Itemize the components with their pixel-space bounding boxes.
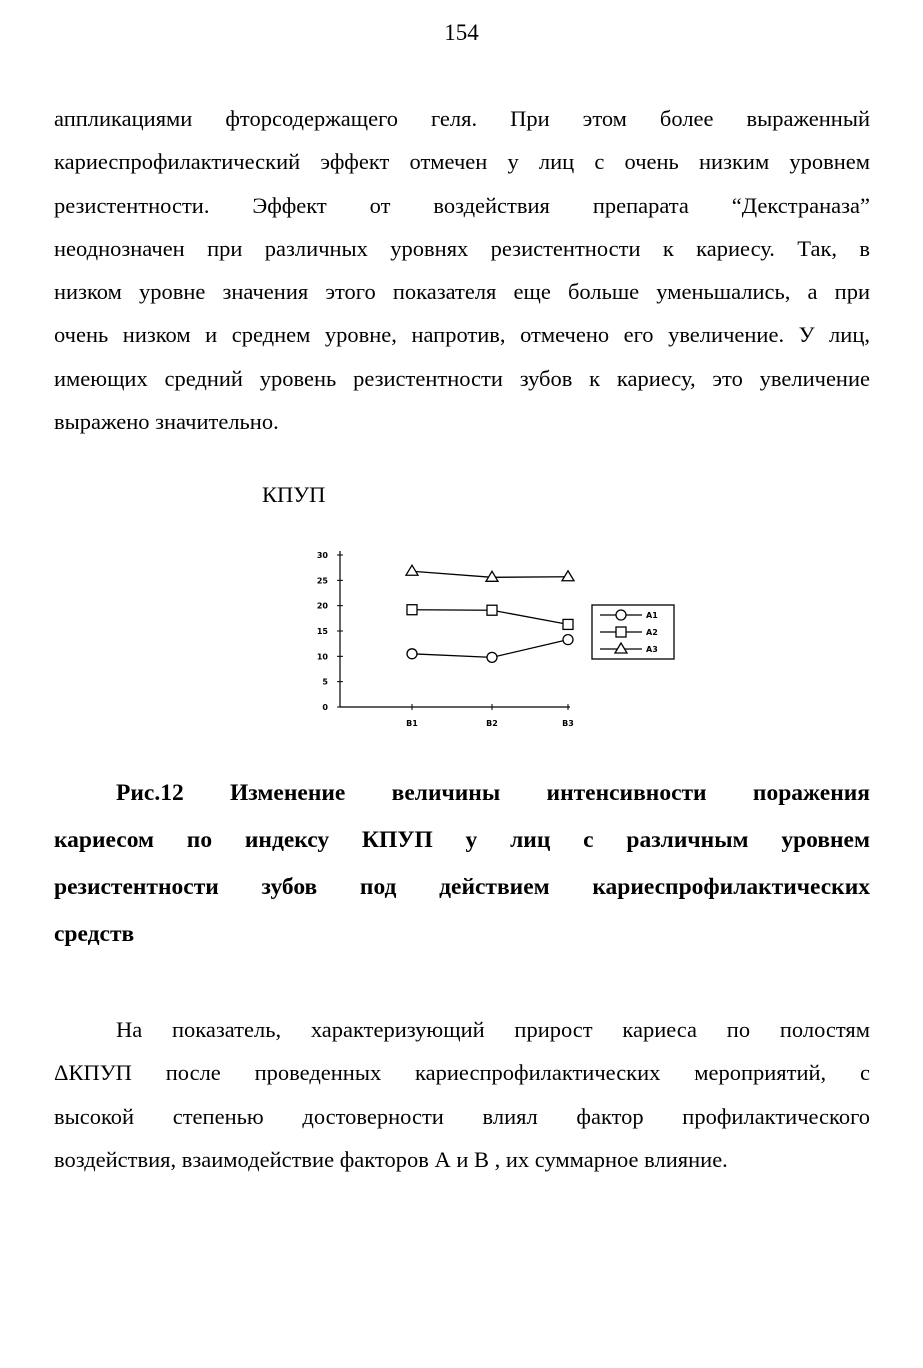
data-point (407, 649, 417, 659)
x-tick-label: B1 (406, 719, 418, 728)
text-line: имеющих средний уровень резистентности зубов к кариесу, это увеличение (54, 365, 870, 391)
text-line: ΔКПУП после проведенных кариеспрофилактических мероприятий, с (54, 1060, 870, 1086)
data-point (406, 565, 418, 575)
line-chart (300, 545, 700, 735)
legend-label: A3 (646, 645, 658, 654)
data-point (487, 652, 497, 662)
figure-caption (54, 770, 870, 958)
caption-line: Рис.12 Изменение величины интенсивности поражения (116, 780, 870, 806)
text-line: неоднозначен при различных уровнях резистентности к кариесу. Так, в (54, 235, 870, 261)
y-tick-label: 30 (316, 551, 328, 560)
text-line: очень низком и среднем уровне, напротив, отмечено его увеличение. У лиц, (54, 322, 870, 348)
legend-marker (616, 627, 626, 637)
legend-marker (616, 610, 626, 620)
data-point (407, 605, 417, 615)
text-line: аппликациями фторсодержащего геля. При этом более выраженный (54, 106, 870, 131)
caption-line: резистентности зубов под действием кариеспрофилактических (54, 874, 870, 900)
legend-label: A1 (646, 611, 658, 620)
data-point (487, 605, 497, 615)
text-line: высокой степенью достоверности влиял фактор профилактического (54, 1103, 870, 1129)
y-tick-label: 5 (322, 677, 328, 687)
text-line: выражено значительно. (54, 409, 279, 435)
text-line: резистентности. Эффект от воздействия препарата “Декстраназа” (54, 192, 870, 218)
y-tick-label: 15 (316, 627, 328, 636)
data-point (486, 571, 498, 581)
text-line: воздействия, взаимодействие факторов А и В , их суммарное влияние. (54, 1146, 728, 1172)
y-tick-label: 25 (316, 576, 328, 586)
caption-line: средств (54, 921, 135, 947)
y-tick-label: 0 (322, 703, 328, 712)
x-tick-label: B2 (486, 719, 498, 728)
page-number: 154 (444, 20, 479, 45)
text-line: низком уровне значения этого показателя еще больше уменьшались, а при (54, 279, 870, 305)
text-line: кариеспрофилактический эффект отмечен у лиц с очень низким уровнем (54, 149, 870, 175)
caption-line: кариесом по индексу КПУП у лиц с различным уровнем (54, 827, 870, 853)
paragraph-2 (54, 1008, 870, 1181)
paragraph-1 (54, 97, 870, 443)
data-point (562, 571, 574, 581)
legend-label: A2 (646, 628, 658, 637)
data-point (563, 619, 573, 629)
y-tick-label: 10 (316, 652, 328, 662)
data-point (563, 635, 573, 645)
chart-y-label: КПУП (262, 482, 326, 507)
y-tick-label: 20 (316, 601, 328, 611)
text-line: На показатель, характеризующий прирост кариеса по полостям (116, 1017, 870, 1042)
x-tick-label: B3 (562, 719, 574, 728)
